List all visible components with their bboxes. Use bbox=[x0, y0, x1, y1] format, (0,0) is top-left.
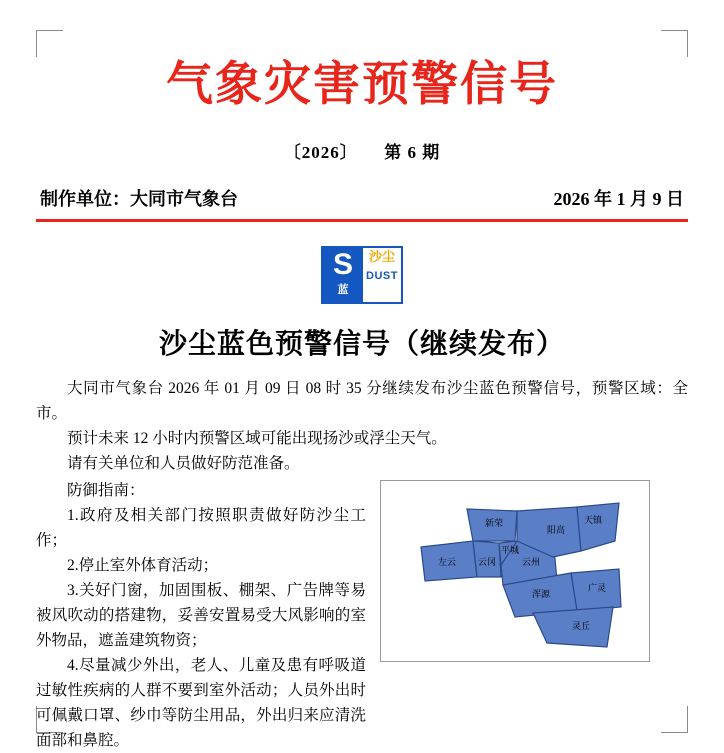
issue-date: 2026 年 1 月 9 日 bbox=[553, 189, 684, 210]
document-content bbox=[36, 30, 688, 753]
map-svg bbox=[381, 481, 647, 659]
signal-heading: 沙尘蓝色预警信号（继续发布） bbox=[158, 327, 565, 361]
red-divider bbox=[36, 219, 688, 222]
issue-line bbox=[36, 138, 688, 163]
map-label-lingqiu: 灵丘 bbox=[571, 621, 591, 632]
guide-item-2: 2.停止室外体育活动； bbox=[67, 557, 219, 575]
map-region-tianzhen bbox=[577, 503, 619, 551]
warning-badge-wrap bbox=[36, 246, 688, 304]
map-label-zuoyun: 左云 bbox=[437, 557, 457, 568]
map-label-yanggao: 阳高 bbox=[546, 525, 566, 536]
badge-left-panel bbox=[323, 248, 363, 302]
badge-type-label: 沙尘 bbox=[368, 249, 395, 265]
producer-label: 制作单位：大同市气象台 bbox=[40, 189, 238, 210]
map-label-tianzhen: 天镇 bbox=[583, 515, 603, 526]
signal-paragraph-1: 大同市气象台 2026 年 01 月 09 日 08 时 35 分继续发布沙尘蓝色预警信号，预警区域：全市。 bbox=[36, 380, 688, 423]
badge-level-label: 蓝 bbox=[337, 284, 349, 297]
guide-title: 防御指南： bbox=[67, 482, 145, 500]
map-label-pingcheng: 平城 bbox=[500, 545, 520, 556]
map-label-yunzhou: 云州 bbox=[521, 557, 541, 568]
signal-intro bbox=[36, 376, 688, 476]
map-label-guangling: 广灵 bbox=[587, 583, 607, 594]
dust-blue-warning-icon bbox=[321, 246, 403, 304]
meta-row bbox=[36, 185, 688, 217]
guide-and-map bbox=[36, 478, 688, 753]
map-column bbox=[366, 478, 688, 753]
guide-item-3: 3.关好门窗，加固围板、棚架、广告牌等易被风吹动的搭建物，妥善安置易受大风影响的室外物品，遮盖建筑物资； bbox=[36, 582, 366, 650]
map-label-xinrong: 新荣 bbox=[484, 518, 504, 529]
warning-area-map bbox=[380, 480, 650, 662]
badge-letter: S bbox=[332, 248, 353, 282]
guide-item-4: 4.尽量减少外出，老人、儿童及患有呼吸道过敏性疾病的人群不要到室外活动；人员外出时可佩戴口罩、纱巾等防尘用品，外出归来应清洗面部和鼻腔。 bbox=[36, 657, 366, 750]
issue-year: 〔2026〕 bbox=[283, 143, 358, 163]
guide-item-1: 1.政府及相关部门按照职责做好防沙尘工作； bbox=[36, 507, 366, 550]
map-label-yungang: 云冈 bbox=[477, 557, 497, 568]
defense-guide bbox=[36, 478, 366, 753]
badge-type-en-label: DUST bbox=[366, 270, 398, 283]
signal-paragraph-3: 请有关单位和人员做好防范准备。 bbox=[67, 455, 300, 473]
page-title: 气象灾害预警信号 bbox=[166, 57, 558, 112]
issue-number: 第 6 期 bbox=[384, 143, 441, 163]
map-label-hunyuan: 浑源 bbox=[531, 589, 551, 600]
badge-right-panel bbox=[363, 248, 401, 302]
signal-paragraph-2: 预计未来 12 小时内预警区域可能出现扬沙或浮尘天气。 bbox=[67, 430, 447, 448]
